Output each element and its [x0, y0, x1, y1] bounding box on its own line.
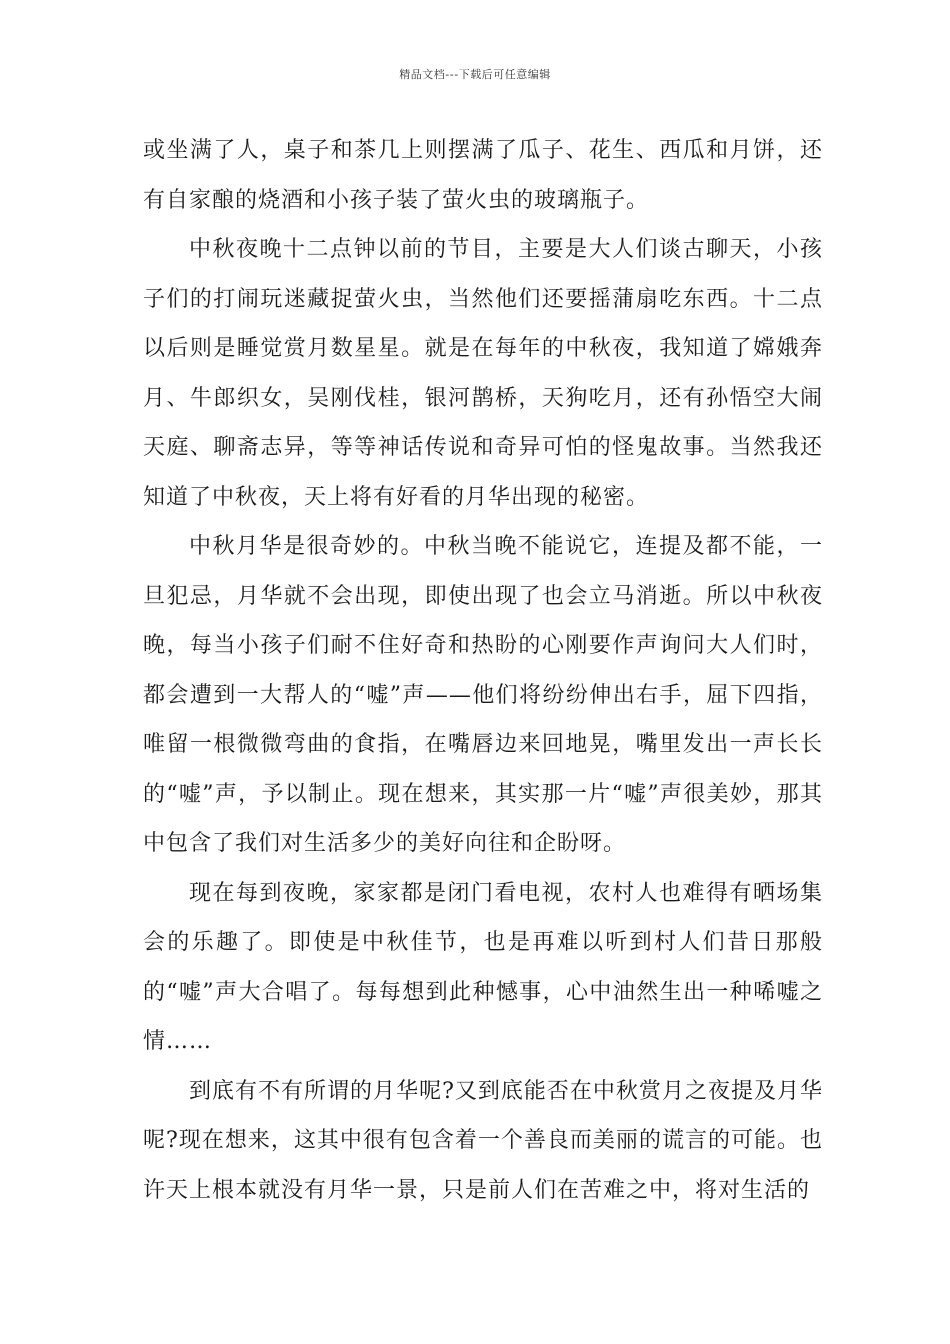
paragraph-4: 现在每到夜晚，家家都是闭门看电视，农村人也难得有晒场集会的乐趣了。即使是中秋佳节，也是再难以听到村人们昔日那般的“嘘”声大合唱了。每每想到此种憾事，心中油然生出一种唏嘘之情…… [143, 880, 823, 1054]
paragraph-5: 到底有不有所谓的月华呢?又到底能否在中秋赏月之夜提及月华呢?现在想来，这其中很有包含着一个善良而美丽的谎言的可能。也许天上根本就没有月华一景，只是前人们在苦难之中，将对生活的 [143, 1078, 823, 1203]
paragraph-3: 中秋月华是很奇妙的。中秋当晚不能说它，连提及都不能，一旦犯忌，月华就不会出现，即使出现了也会立马消逝。所以中秋夜晚，每当小孩子们耐不住好奇和热盼的心刚要作声询问大人们时，都会遭到一大帮人的“嘘”声——他们将纷纷伸出右手，屈下四指，唯留一根微微弯曲的食指，在嘴唇边来回地晃，嘴里发出一声长长的“嘘”声，予以制止。现在想来，其实那一片“嘘”声很美妙，那其中包含了我们对生活多少的美好向往和企盼呀。 [143, 534, 823, 856]
document-body [143, 126, 823, 1215]
paragraph-2: 中秋夜晚十二点钟以前的节目，主要是大人们谈古聊天，小孩子们的打闹玩迷藏捉萤火虫，当然他们还要摇蒲扇吃东西。十二点以后则是睡觉赏月数星星。就是在每年的中秋夜，我知道了嫦娥奔月、牛郎织女，吴刚伐桂，银河鹊桥，天狗吃月，还有孙悟空大闹天庭、聊斋志异，等等神话传说和奇异可怕的怪鬼故事。当然我还知道了中秋夜，天上将有好看的月华出现的秘密。 [143, 237, 823, 510]
paragraph-1: 或坐满了人，桌子和茶几上则摆满了瓜子、花生、西瓜和月饼，还有自家酿的烧酒和小孩子装了萤火虫的玻璃瓶子。 [143, 138, 823, 213]
page-header: 精品文档---下载后可任意编辑 [399, 68, 551, 81]
